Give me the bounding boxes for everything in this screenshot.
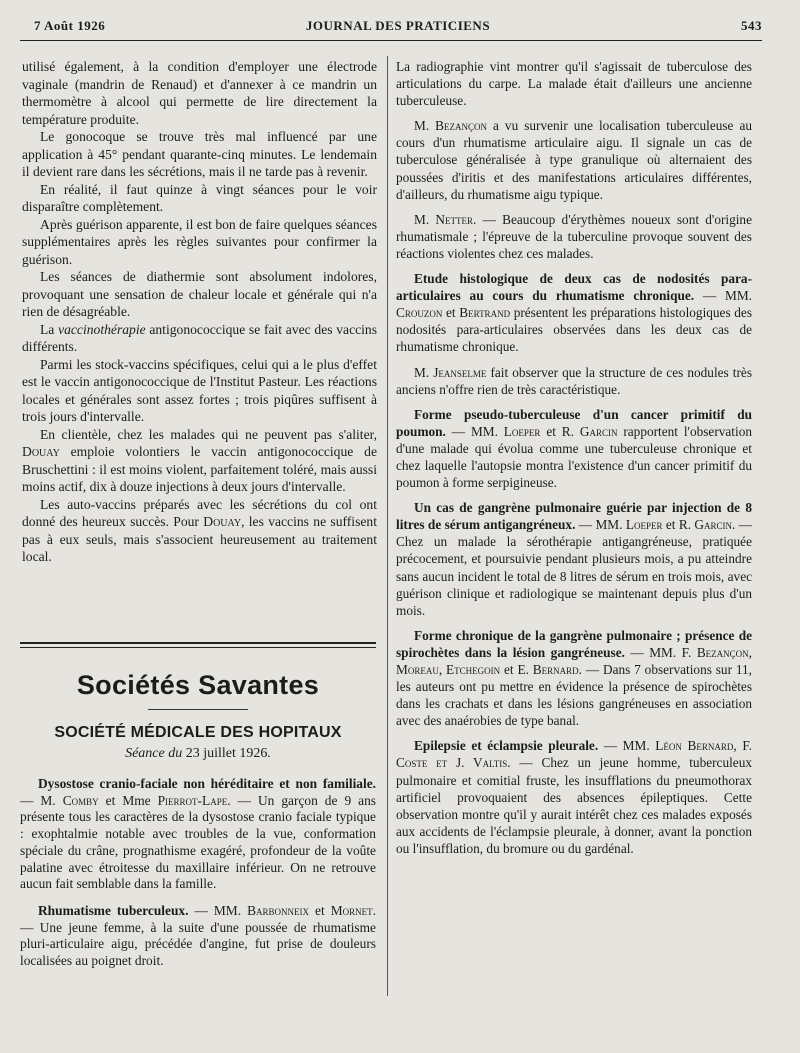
paragraph bbox=[22, 426, 377, 496]
right-column bbox=[396, 58, 752, 865]
communication bbox=[396, 406, 752, 491]
paragraph bbox=[22, 321, 377, 356]
society-body bbox=[20, 776, 376, 970]
text-run: — MM. bbox=[575, 517, 626, 533]
text-run: En clientèle, chez les malades qui ne peuvent pas s'aliter, bbox=[40, 426, 377, 442]
paragraph bbox=[396, 364, 752, 398]
author-name: Loeper bbox=[503, 423, 541, 439]
text-run: M. bbox=[414, 364, 434, 380]
text-run: — MM. bbox=[694, 288, 752, 304]
header-rule bbox=[20, 40, 762, 41]
author-name: Douay bbox=[22, 444, 60, 459]
text-run: — MM. bbox=[445, 423, 504, 439]
text-run: . — Un garçon de 9 ans présente tous les caractères de la dysostose cranio faciale typique : exophtalmie notable avec troubles de la vue, conformation spéciale du crâne, prognathisme exagéré, profondeur de la voûte palatine avec étroitesse du maxillaire inférieur. On ne retrouve aucun fait semblable dans la famille. bbox=[20, 792, 377, 892]
communication-title: Un cas de gangrène pulmonaire guérie par injection de 8 litres de sérum antigangréneux. bbox=[396, 500, 752, 533]
text-run: M. bbox=[414, 211, 436, 227]
text-run: et bbox=[309, 902, 331, 918]
communication-title: Forme chronique de la gangrène pulmonaire ; présence de spirochètes dans la lésion gangréneuse. bbox=[396, 627, 752, 660]
author-name: Jeanselme bbox=[433, 364, 487, 380]
author-name: Netter bbox=[435, 211, 474, 227]
paragraph: Parmi les stock-vaccins spécifiques, celui qui a le plus d'effet est le vaccin antigonococcique de l'Institut Pasteur. Les réactions locales et générales sont assez fortes ; trois piqûres suffisent à trois jours d'intervalle. bbox=[22, 356, 377, 424]
author-name: Garcin bbox=[694, 517, 732, 533]
paragraph: Après guérison apparente, il est bon de faire quelques séances supplémentaires après les règles suivantes pour confirmer la guérison. bbox=[22, 216, 377, 267]
author-name: Pierrot-Lape bbox=[157, 792, 228, 808]
author-name: Garcin bbox=[579, 423, 618, 439]
author-name: Loeper bbox=[625, 517, 663, 533]
society-title: SOCIÉTÉ MÉDICALE DES HOPITAUX bbox=[54, 724, 342, 741]
text-run: antigonococcique se fait avec des vaccins différents. bbox=[22, 321, 377, 354]
author-name: Mornet bbox=[330, 902, 373, 918]
communication-title: Dysostose cranio-faciale non héréditaire et non familiale. bbox=[38, 776, 376, 791]
communication-title: Etude histologique de deux cas de nodosités para-articulaires au cours du rhumatisme chronique. bbox=[396, 271, 752, 304]
text-run: . — Chez un jeune homme, tuberculeux pulmonaire et comitial fruste, les insufflations du pneumothorax artificiel provoquaient des absences épileptiques. Cette observation montre qu'il y aurait intérêt chez ces malades exposés aux accidents de l'éclampsie pleurale, à donner, avant la ponction ou l'insufflation, du bromure ou du gardénal. bbox=[396, 755, 752, 856]
author-name: Bernard bbox=[532, 662, 579, 677]
seance-date bbox=[20, 746, 376, 762]
text-run: et R. bbox=[662, 517, 695, 533]
paragraph bbox=[396, 117, 752, 202]
text-run: . bbox=[267, 746, 271, 761]
page-header bbox=[34, 14, 762, 36]
title-underline bbox=[148, 709, 248, 710]
paragraph bbox=[396, 211, 752, 262]
text-run: , F. bbox=[733, 738, 752, 754]
text-run: emploie volontiers le vaccin antigonococcique de Bruschettini : il est moins violent, parfaitement toléré, mais aussi moins actif, dix à douze injections à deux jours d'intervalle. bbox=[22, 444, 377, 494]
text-run: et Mme bbox=[98, 792, 158, 808]
author-name: Barbonneix bbox=[247, 902, 310, 918]
author-name: Crouzon bbox=[396, 305, 443, 321]
text-run: . — Beaucoup d'érythèmes noueux sont d'origine rhumatismale ; l'épreuve de la tuberculine provoque souvent des réactions violentes chez ces malades. bbox=[396, 211, 752, 261]
author-name: Bezançon, Moreau, Etchegoin bbox=[396, 644, 753, 677]
author-name: Bezançon bbox=[435, 118, 488, 134]
communication bbox=[396, 270, 752, 355]
text-run: — M. bbox=[20, 792, 63, 808]
communication bbox=[396, 627, 752, 730]
communication-title: Rhumatisme tuberculeux. bbox=[38, 902, 189, 918]
text-run: . — Une jeune femme, à la suite d'une poussée de rhumatisme pluri-articulaire aigu, précédée d'angine, fut prise de douleurs localisées au poignet droit. bbox=[20, 902, 376, 969]
text-run: Séance du bbox=[125, 746, 186, 761]
section-title: Sociétés Savantes bbox=[76, 670, 320, 700]
communication bbox=[20, 776, 376, 893]
paragraph bbox=[22, 496, 377, 566]
paragraph: La radiographie vint montrer qu'il s'agissait de tuberculose des articulations du carpe. La malade était d'ailleurs une ancienne tuberculeuse. bbox=[396, 59, 752, 109]
text-run: et E. bbox=[500, 662, 533, 677]
paragraph: En réalité, il faut quinze à vingt séances pour le voir disparaître complètement. bbox=[22, 181, 377, 214]
author-name: Coste et J. Valtis bbox=[396, 755, 508, 771]
text-run: a vu survenir une localisation tuberculeuse au cours d'un rhumatisme articulaire aigu. Il signale un cas de tuberculose généralisée à type granulique où alternaient des poussées d'iritis et des manifestations articulaires différentes, d'ailleurs, du rhumatisme aigu typique. bbox=[396, 118, 752, 202]
paragraph: utilisé également, à la condition d'employer une électrode vaginale (mandrin de Renaud) et d'annexer à ce mandrin un thermomètre à alcool qui permette de lire directement la température produite. bbox=[22, 59, 377, 127]
seance-date-value: 23 juillet 1926 bbox=[185, 746, 268, 761]
author-name: Comby bbox=[62, 792, 99, 808]
text-run: . — Dans 7 observations sur 11, les auteurs ont pu mettre en évidence la présence de spirochètes dans les crachats et dans les lésions gangréneuses en association avec des anaérobies de type banal. bbox=[396, 662, 752, 729]
text-run: , les vaccins ne suffisent pas à eux seuls, mais s'associent heureusement au traitement local. bbox=[22, 514, 377, 564]
text-run: — MM. bbox=[188, 902, 248, 918]
text-run: . — Chez un malade la sérothérapie antigangréneuse, pratiquée précocement, et poursuivie pendant plusieurs mois, a pu atteindre sans aucun incident le total de 8 litres de sérum en trois mois, avec guérison clinique et radiologique se maintenant depuis plus d'un mois. bbox=[396, 517, 752, 618]
italic-term: vaccinothérapie bbox=[58, 321, 146, 337]
communication bbox=[396, 737, 752, 857]
header-date: 7 Août 1926 bbox=[34, 18, 106, 33]
societes-savantes-section bbox=[20, 642, 376, 980]
paragraph: Le gonocoque se trouve très mal influencé par une application à 45° pendant quarante-cinq minutes. Le lendemain il devient rare dans les sécrétions, mais il ne tarde pas à revenir. bbox=[22, 129, 377, 179]
communication-title: Forme pseudo-tuberculeuse d'un cancer primitif du poumon. bbox=[396, 406, 752, 439]
text-run: — MM. F. bbox=[624, 644, 697, 660]
author-name: Léon Bernard bbox=[655, 738, 734, 754]
paragraph: Les séances de diathermie sont absolument indolores, provoquant une sensation de chaleur locale et générale qui n'a rien de désagréable. bbox=[22, 269, 377, 319]
text-run: La bbox=[40, 321, 59, 337]
section-rule bbox=[20, 642, 376, 648]
communication bbox=[396, 499, 752, 619]
text-run: présentent les préparations histologiques des nodosités para-articulaires observées dans les deux cas de rhumatisme chronique. bbox=[396, 305, 752, 355]
communication-title: Epilepsie et éclampsie pleurale. bbox=[414, 738, 599, 754]
communication bbox=[20, 903, 376, 970]
header-page-number: 543 bbox=[741, 18, 762, 33]
text-run: et bbox=[442, 305, 460, 321]
text-run: rapportent l'observation d'une malade qui évolua comme une tuberculeuse chronique et chez laquelle l'autopsie montra l'existence d'un cancer primitif du poumon à forme serpigineuse. bbox=[396, 423, 752, 491]
text-run: M. bbox=[414, 118, 436, 134]
left-column bbox=[22, 58, 377, 566]
text-run: et R. bbox=[540, 423, 580, 439]
column-divider bbox=[387, 56, 388, 996]
text-run: — MM. bbox=[598, 738, 656, 754]
author-name: Douay bbox=[203, 514, 242, 529]
text-run: Les auto-vaccins préparés avec les sécrétions du col ont donné des heureux succès. Pour bbox=[22, 496, 377, 529]
header-journal-title: JOURNAL DES PRATICIENS bbox=[305, 18, 491, 33]
text-run: fait observer que la structure de ces nodules très anciens n'offre rien de très caractéristique. bbox=[396, 364, 752, 397]
author-name: Bertrand bbox=[459, 305, 511, 321]
